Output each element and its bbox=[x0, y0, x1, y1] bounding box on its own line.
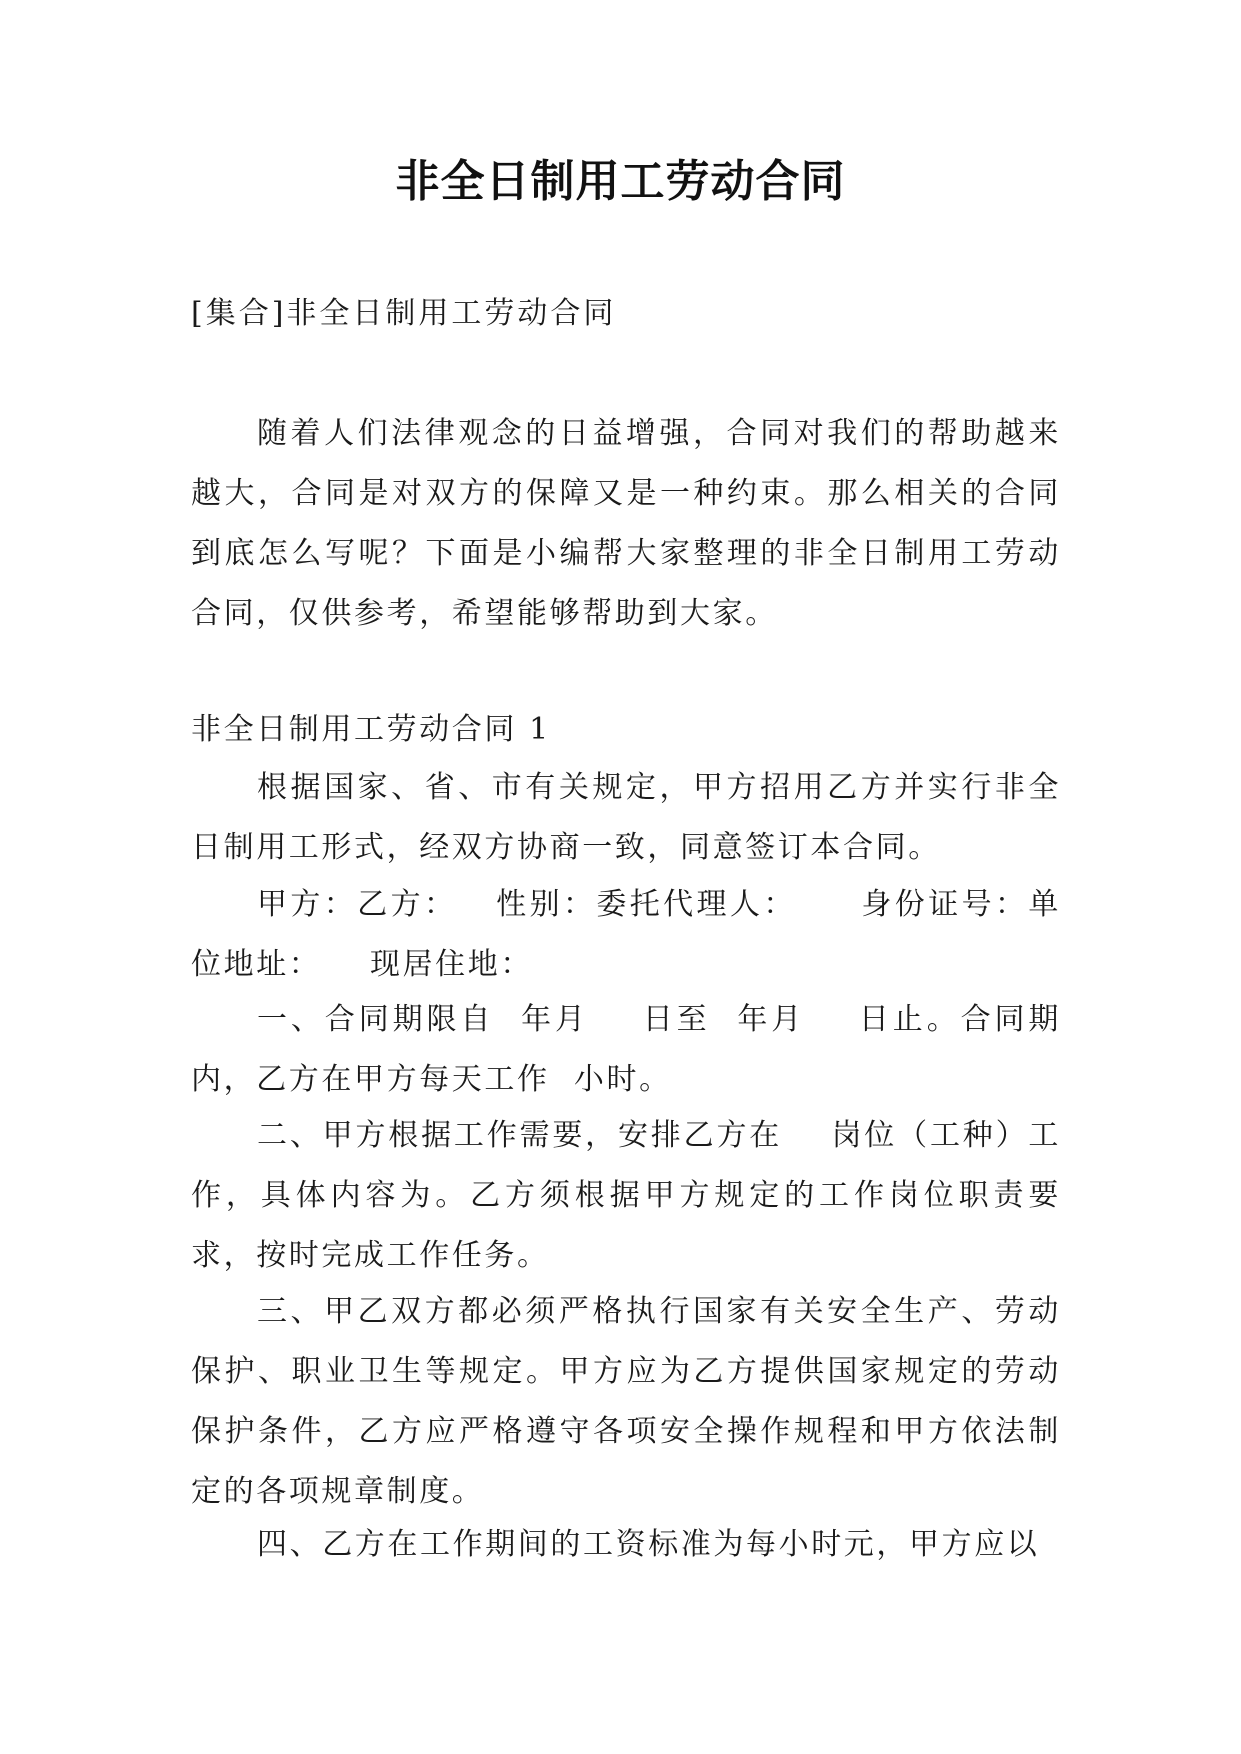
contract-preamble: 根据国家、省、市有关规定，甲方招用乙方并实行非全日制用工形式，经双方协商一致，同意签订本合同。 bbox=[191, 770, 1061, 865]
party-info: 甲方：乙方： 性别：委托代理人： 身份证号：单位地址： 现居住地： bbox=[191, 887, 1061, 982]
intro-paragraph: 随着人们法律观念的日益增强，合同对我们的帮助越来越大，合同是对双方的保障又是一种约束。那么相关的合同到底怎么写呢？下面是小编帮大家整理的非全日制用工劳动合同，仅供参考，希望能够帮助到大家。 bbox=[191, 416, 1061, 631]
section-heading: 非全日制用工劳动合同 1 bbox=[191, 712, 551, 747]
clause-wage: 四、乙方在工作期间的工资标准为每小时元，甲方应以 bbox=[257, 1527, 1040, 1562]
clause-safety: 三、甲乙双方都必须严格执行国家有关安全生产、劳动保护、职业卫生等规定。甲方应为乙方提供国家规定的劳动保护条件，乙方应严格遵守各项安全操作规程和甲方依法制定的各项规章制度。 bbox=[191, 1294, 1061, 1509]
clause-term: 一、合同期限自 年月 日至 年月 日止。合同期内，乙方在甲方每天工作 小时。 bbox=[191, 1002, 1061, 1097]
clause-position: 二、甲方根据工作需要，安排乙方在 岗位（工种）工作，具体内容为。乙方须根据甲方规定的工作岗位职责要求，按时完成工作任务。 bbox=[191, 1118, 1061, 1273]
document-subtitle: [集合]非全日制用工劳动合同 bbox=[191, 296, 617, 331]
document-title: 非全日制用工劳动合同 bbox=[395, 156, 846, 207]
